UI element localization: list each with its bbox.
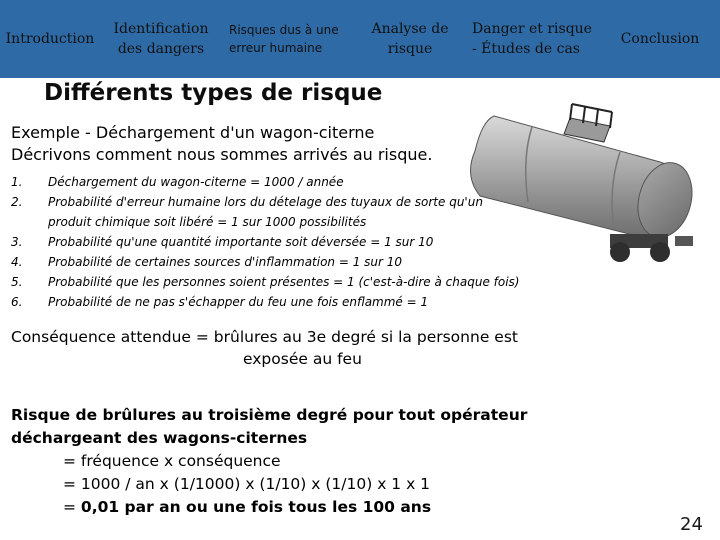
risk-formula: = fréquence x conséquence <box>63 452 281 470</box>
step-number: 6. <box>11 295 23 309</box>
risk-calculation <box>11 404 527 519</box>
step-text: Probabilité d'erreur humaine lors du dételage des tuyaux de sorte qu'un produit chimique soit libéré = 1 sur 1000 possibilités <box>48 195 483 229</box>
nav-tab-label: - Études de cas <box>472 41 580 57</box>
risk-heading-line-2: déchargeant des wagons-citernes <box>11 429 308 447</box>
nav-tab-case-studies[interactable] <box>472 0 602 78</box>
step-number: 2. <box>11 195 23 209</box>
nav-tab-label: Danger et risque <box>472 21 592 37</box>
nav-tab-identification[interactable] <box>104 0 218 78</box>
list-item <box>11 292 611 312</box>
consequence-line-1: Conséquence attendue = brûlures au 3e degré si la personne est <box>11 328 518 346</box>
step-number: 3. <box>11 235 23 249</box>
page-number: 24 <box>680 514 703 535</box>
nav-tab-introduction[interactable] <box>0 0 100 78</box>
steps-list <box>11 172 611 312</box>
risk-calc: = 1000 / an x (1/1000) x (1/10) x (1/10) x 1 x 1 <box>63 475 431 493</box>
example-description: Décrivons comment nous sommes arrivés au risque. <box>11 145 433 164</box>
nav-tab-label: Identification <box>113 21 209 37</box>
risk-heading-line-1: Risque de brûlures au troisième degré pour tout opérateur <box>11 406 528 424</box>
step-text: Probabilité que les personnes soient présentes = 1 (c'est-à-dire à chaque fois) <box>48 275 520 289</box>
risk-result-line <box>11 496 527 519</box>
nav-tab-label: risque <box>387 41 433 57</box>
expected-consequence <box>11 326 518 370</box>
nav-tab-label: des dangers <box>117 41 205 57</box>
list-item <box>11 252 611 272</box>
consequence-line-2: exposée au feu <box>243 350 362 368</box>
list-item <box>11 172 611 192</box>
intro-block <box>11 122 432 166</box>
example-heading: Exemple - Déchargement d'un wagon-citerne <box>11 123 375 142</box>
risk-result-prefix: = <box>63 498 81 516</box>
step-text: Probabilité de certaines sources d'inflammation = 1 sur 10 <box>48 255 403 269</box>
nav-tab-risk-analysis[interactable] <box>358 0 462 78</box>
step-text: Probabilité de ne pas s'échapper du feu une fois enflammé = 1 <box>48 295 429 309</box>
nav-tab-label: erreur humaine <box>229 41 323 55</box>
nav-tab-conclusion[interactable] <box>610 0 710 78</box>
nav-tab-label: Conclusion <box>620 31 700 47</box>
top-navigation-bar <box>0 0 720 78</box>
front-wheel-truck <box>610 234 693 262</box>
step-text: Déchargement du wagon-citerne = 1000 / année <box>48 175 344 189</box>
step-text: Probabilité qu'une quantité importante soit déversée = 1 sur 10 <box>48 235 434 249</box>
nav-tab-label: Analyse de <box>371 21 449 37</box>
list-item <box>11 192 611 232</box>
top-platform-railing <box>564 104 612 142</box>
slide-title: Différents types de risque <box>44 80 383 106</box>
list-item <box>11 232 611 252</box>
risk-result: 0,01 par an ou une fois tous les 100 ans <box>80 498 432 516</box>
nav-tab-label: Introduction <box>5 31 95 47</box>
nav-tab-label: Risques dus à une <box>229 23 339 37</box>
step-number: 4. <box>11 255 23 269</box>
nav-tab-human-error[interactable] <box>229 0 359 78</box>
step-number: 5. <box>11 275 23 289</box>
step-number: 1. <box>11 175 23 189</box>
list-item <box>11 272 611 292</box>
